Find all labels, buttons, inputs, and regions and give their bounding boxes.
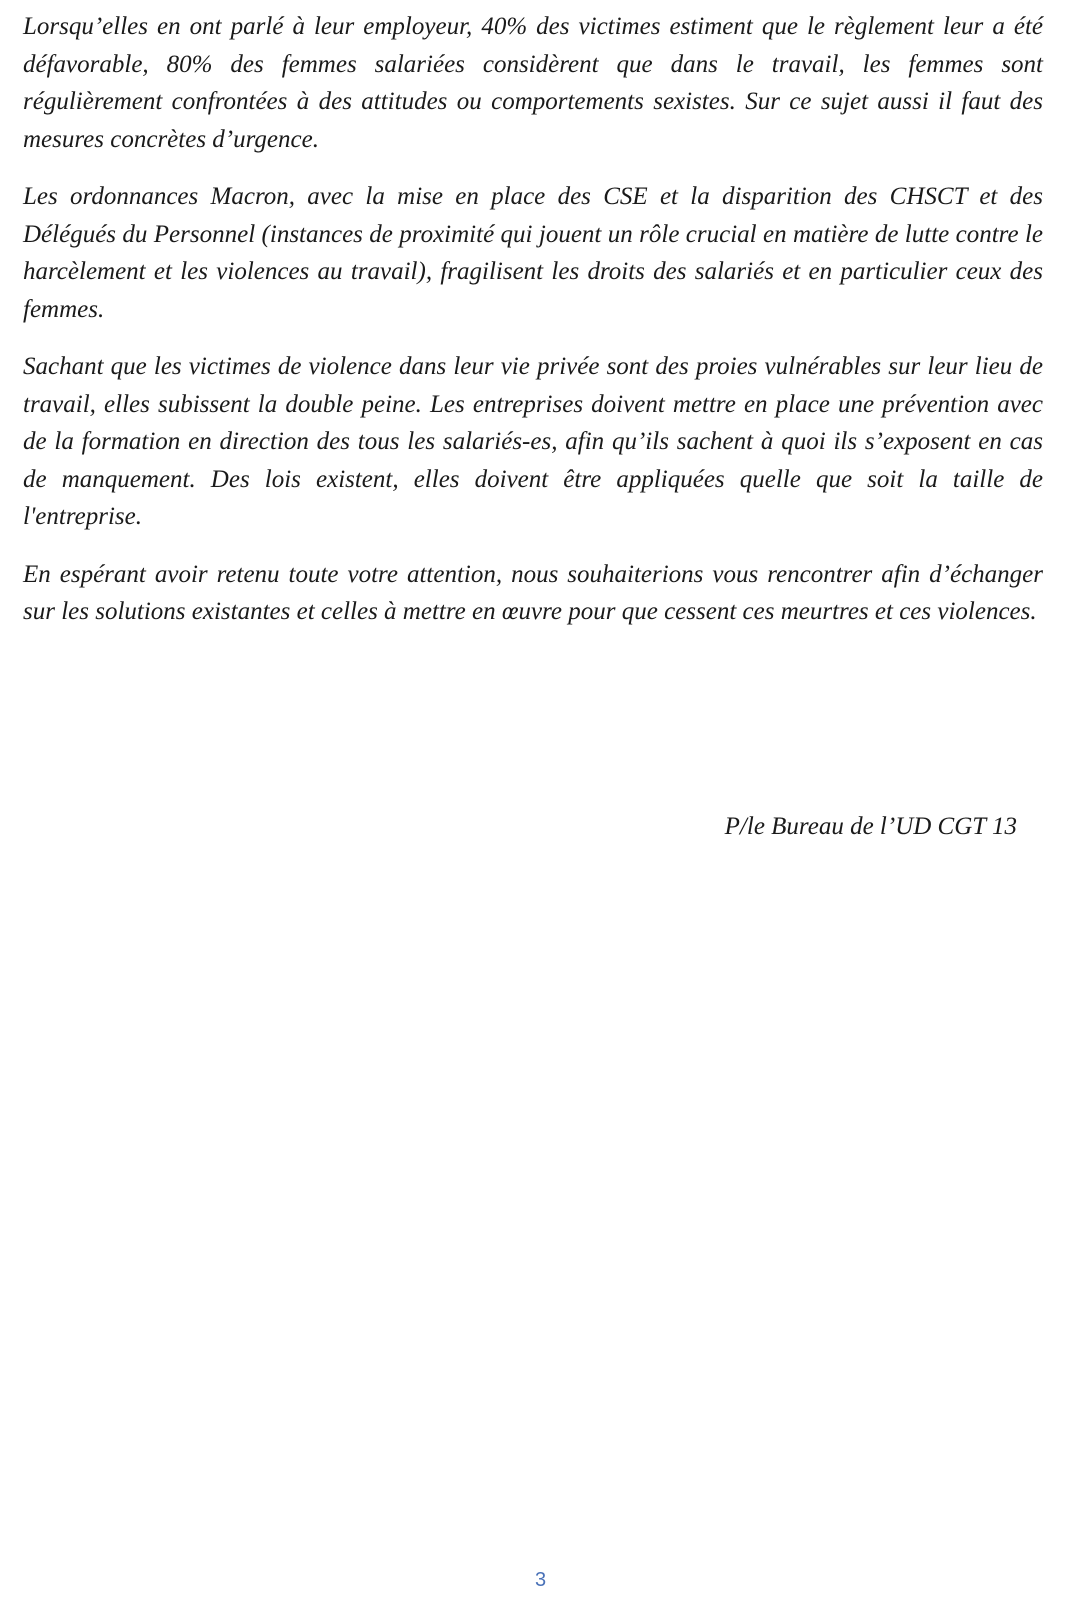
paragraph-closing-request: En espérant avoir retenu toute votre attention, nous souhaiterions vous rencontrer afin d’échanger sur les solutions existantes et celles à mettre en œuvre pour que cessent ces meurtres et ces violences. xyxy=(23,560,1043,625)
signature-line: P/le Bureau de l’UD CGT 13 xyxy=(724,813,1017,840)
letter-body xyxy=(23,8,1043,651)
paragraph-victims-statistics: Lorsqu’elles en ont parlé à leur employeur, 40% des victimes estiment que le règlement leur a été défavorable, 80% des femmes salariées considèrent que dans le travail, les femmes sont régulièrement confrontées à des attitudes ou comportements sexistes. Sur ce sujet aussi il faut des mesures concrètes d’urgence. xyxy=(23,13,1043,153)
paragraph-double-peine: Sachant que les victimes de violence dans leur vie privée sont des proies vulnérables sur leur lieu de travail, elles subissent la double peine. Les entreprises doivent mettre en place une prévention avec de la formation en direction des tous les salariés-es, afin qu’ils sachent à quoi ils s’exposent en cas de manquement. Des lois existent, elles doivent être appliquées quelle que soit la taille de l'entreprise. xyxy=(23,353,1043,530)
page-number: 3 xyxy=(534,1569,547,1591)
paragraph-ordonnances-macron: Les ordonnances Macron, avec la mise en place des CSE et la disparition des CHSCT et des Délégués du Personnel (instances de proximité qui jouent un rôle crucial en matière de lutte contre le harcèlement et les violences au travail), fragilisent les droits des salariés et en particulier ceux des femmes. xyxy=(23,183,1043,323)
